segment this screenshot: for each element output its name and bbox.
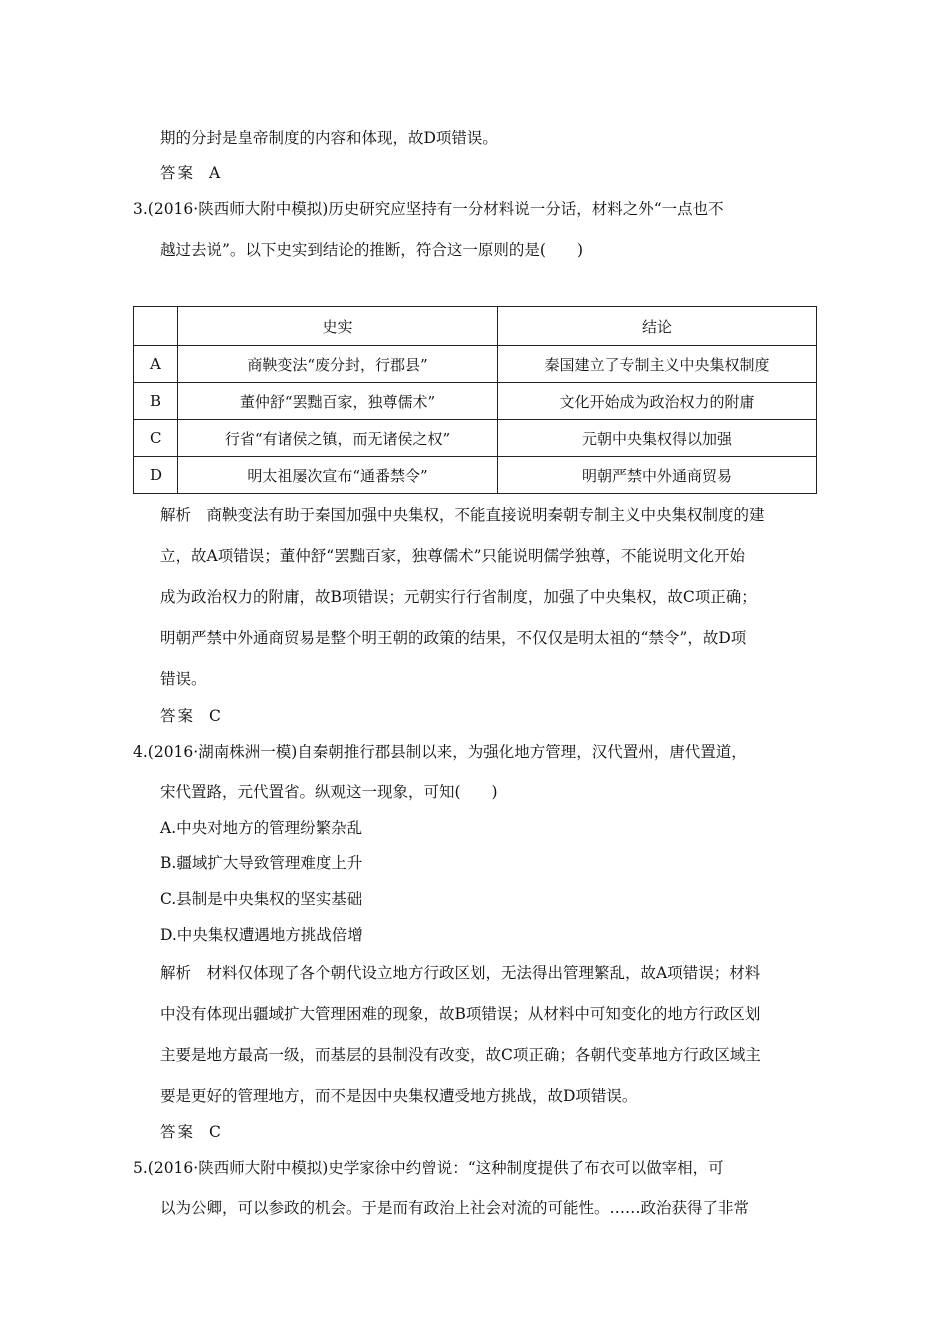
answer-line: [160, 706, 221, 726]
row-conclusion: 元朝中央集权得以加强: [498, 420, 817, 457]
explanation-3-line-3: 成为政治权力的附庸，故B项错误；元朝实行行省制度，加强了中央集权，故C项正确；: [160, 588, 757, 606]
question-4-line-1: 4.(2016·湖南株洲一模)自秦朝推行郡县制以来，为强化地方管理，汉代置州，唐代置道，: [133, 743, 747, 761]
answer-line: [160, 163, 220, 183]
answer-label: 答案: [160, 707, 196, 725]
answer-value: C: [209, 707, 221, 725]
option-d: D.中央集权遭遇地方挑战倍增: [160, 926, 363, 944]
explanation-3-line-5: 错误。: [160, 670, 207, 688]
row-fact: 行省“有诸侯之镇，而无诸侯之权”: [178, 420, 498, 457]
row-fact: 明太祖屡次宣布“通番禁令”: [178, 457, 498, 494]
paragraph-line: 期的分封是皇帝制度的内容和体现，故D项错误。: [160, 129, 498, 147]
facts-conclusions-table: [133, 306, 817, 494]
explanation-4-line-3: 主要是地方最高一级，而基层的县制没有改变，故C项正确；各朝代变革地方行政区域主: [160, 1046, 761, 1064]
question-4-line-2: 宋代置路，元代置省。纵观这一现象，可知( ): [160, 783, 498, 801]
table-header-cell: [134, 307, 178, 346]
table-row: [134, 346, 817, 383]
option-b: B.疆域扩大导致管理难度上升: [160, 854, 363, 872]
answer-label: 答案: [160, 164, 196, 182]
row-fact: 商鞅变法“废分封，行郡县”: [178, 346, 498, 383]
option-c: C.县制是中央集权的坚实基础: [160, 890, 363, 908]
explanation-3-line-2: 立，故A项错误；董仲舒“罢黜百家，独尊儒术”只能说明儒学独尊，不能说明文化开始: [160, 547, 746, 565]
answer-line: [160, 1122, 221, 1142]
question-5-line-2: 以为公卿，可以参政的机会。于是而有政治上社会对流的可能性。……政治获得了非常: [160, 1199, 750, 1217]
table-row: [134, 383, 817, 420]
table-header-cell: 结论: [498, 307, 817, 346]
question-3-line-2: 越过去说”。以下史实到结论的推断，符合这一原则的是( ): [160, 241, 584, 259]
explanation-3-line-1: 解析 商鞅变法有助于秦国加强中央集权，不能直接说明秦朝专制主义中央集权制度的建: [160, 506, 765, 524]
row-key: A: [134, 346, 178, 383]
option-a: A.中央对地方的管理纷繁杂乱: [160, 819, 363, 837]
answer-value: A: [209, 164, 221, 182]
row-conclusion: 秦国建立了专制主义中央集权制度: [498, 346, 817, 383]
answer-value: C: [209, 1123, 221, 1141]
explanation-3-line-4: 明朝严禁中外通商贸易是整个明王朝的政策的结果，不仅仅是明太祖的“禁令”，故D项: [160, 629, 747, 647]
answer-label: 答案: [160, 1123, 196, 1141]
explanation-4-line-1: 解析 材料仅体现了各个朝代设立地方行政区划，无法得出管理繁乱，故A项错误；材料: [160, 964, 761, 982]
question-5-line-1: 5.(2016·陕西师大附中模拟)史学家徐中约曾说：“这种制度提供了布衣可以做宰相，可: [133, 1159, 724, 1177]
row-conclusion: 文化开始成为政治权力的附庸: [498, 383, 817, 420]
explanation-4-line-4: 要是更好的管理地方，而不是因中央集权遭受地方挑战，故D项错误。: [160, 1087, 638, 1105]
row-key: C: [134, 420, 178, 457]
explanation-4-line-2: 中没有体现出疆域扩大管理困难的现象，故B项错误；从材料中可知变化的地方行政区划: [160, 1005, 761, 1023]
row-key: D: [134, 457, 178, 494]
table-row: [134, 420, 817, 457]
row-key: B: [134, 383, 178, 420]
table-header-row: [134, 307, 817, 346]
row-conclusion: 明朝严禁中外通商贸易: [498, 457, 817, 494]
question-3-line-1: 3.(2016·陕西师大附中模拟)历史研究应坚持有一分材料说一分话，材料之外“一点也不: [133, 200, 724, 218]
table-row: [134, 457, 817, 494]
row-fact: 董仲舒“罢黜百家，独尊儒术”: [178, 383, 498, 420]
table-header-cell: 史实: [178, 307, 498, 346]
